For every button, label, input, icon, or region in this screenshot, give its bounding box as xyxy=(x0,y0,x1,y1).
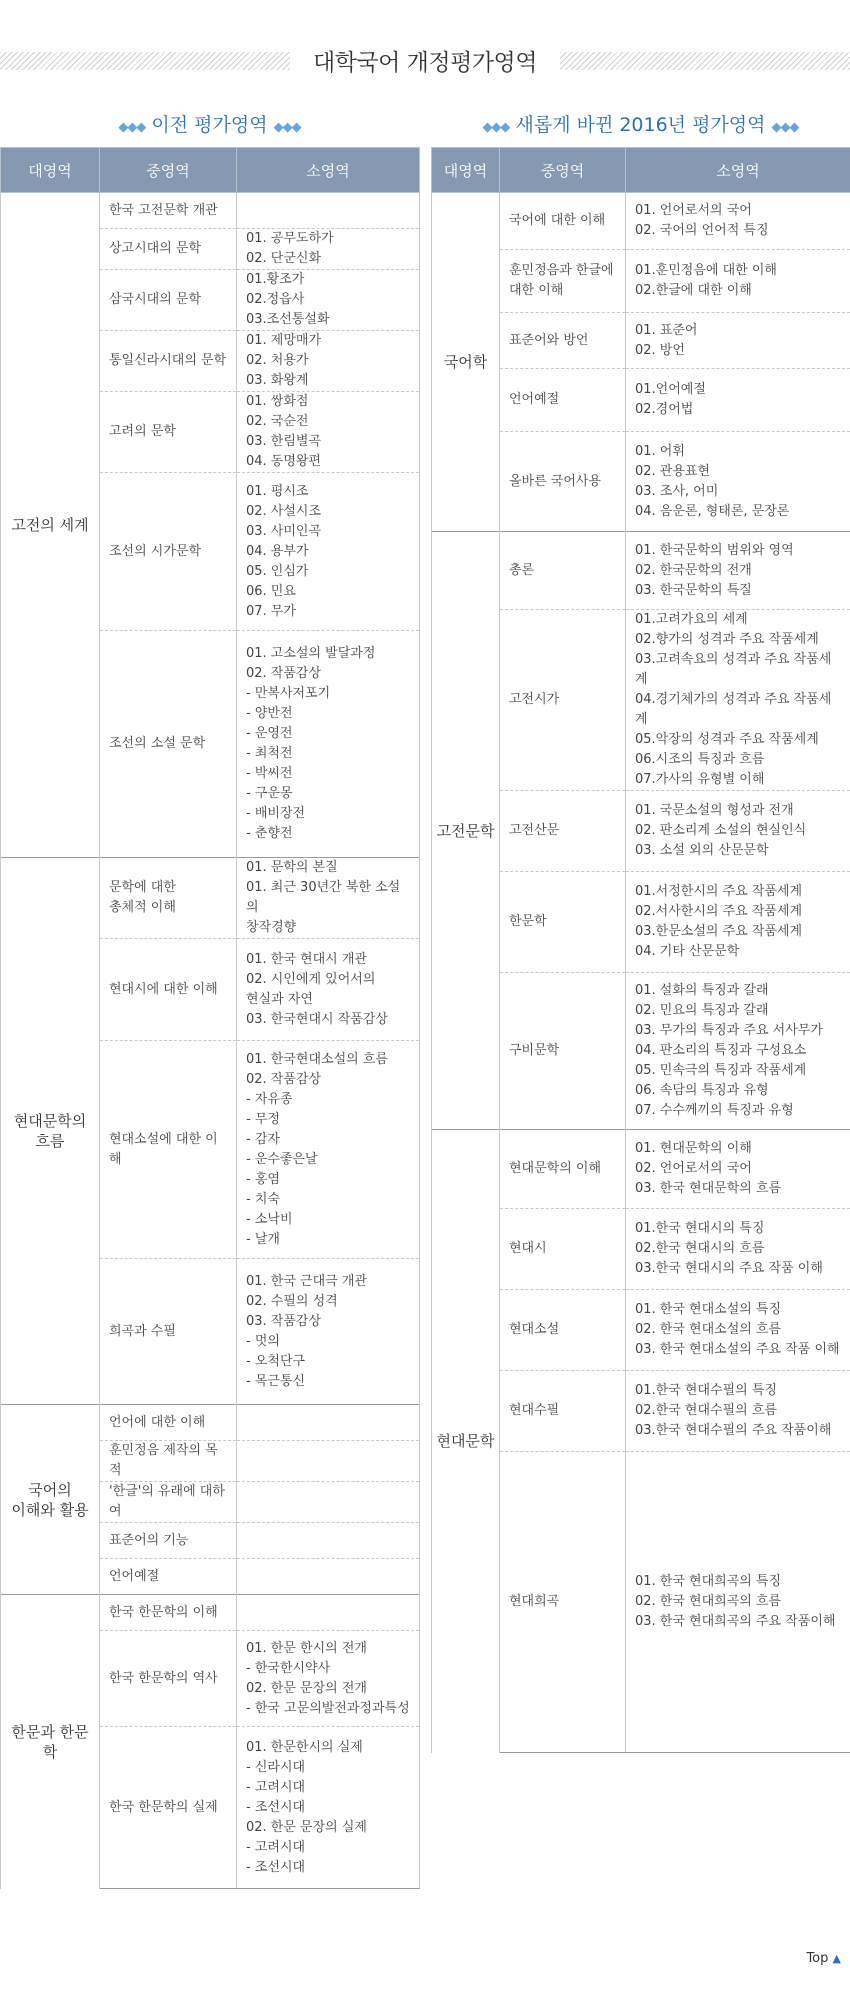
mid-area-cell: 총론 xyxy=(500,532,626,610)
sub-area-cell: 01. 평시조 02. 사설시조 03. 사미인곡 04. 용부가 05. 인심가 06. 민요 07. 무가 xyxy=(237,473,420,631)
table-header-row xyxy=(1,148,420,193)
mid-area-cell: 현대수필 xyxy=(500,1371,626,1452)
mid-area-cell: 올바른 국어사용 xyxy=(500,432,626,532)
mid-area-cell: 고전산문 xyxy=(500,791,626,872)
sub-area-cell xyxy=(237,1441,420,1482)
sub-area-cell: 01. 한국 현대시 개관 02. 시인에게 있어서의 현실과 자연 03. 한국현대시 작품감상 xyxy=(237,939,420,1041)
mid-area-cell: 고려의 문학 xyxy=(100,392,237,473)
sub-area-cell: 01. 고소설의 발달과정 02. 작품감상 - 만복사저포기 - 양반전 - 운영전 - 최척전 - 박씨전 - 구운몽 - 배비장전 - 춘향전 xyxy=(237,631,420,858)
mid-area-cell: 한국 고전문학 개관 xyxy=(100,193,237,229)
mid-area-cell: 언어에 대한 이해 xyxy=(100,1405,237,1441)
mid-area-cell: 구비문학 xyxy=(500,973,626,1130)
mid-area-cell: 현대문학의 이해 xyxy=(500,1130,626,1209)
major-area-cell: 고전문학 xyxy=(432,532,500,1130)
column-header: 소영역 xyxy=(626,148,850,193)
sub-area-cell: 01. 한국문학의 범위와 영역 02. 한국문학의 전개 03. 한국문학의 특질 xyxy=(626,532,850,610)
mid-area-cell: 국어에 대한 이해 xyxy=(500,193,626,250)
major-area-cell: 현대문학의 흐름 xyxy=(1,858,100,1405)
column-header: 소영역 xyxy=(237,148,420,193)
sub-area-cell: 01.황조가 02.정읍사 03.조선통설화 xyxy=(237,270,420,331)
mid-area-cell: 통일신라시대의 문학 xyxy=(100,331,237,392)
sub-area-cell: 01. 쌍화점 02. 국순전 03. 한림별곡 04. 동명왕편 xyxy=(237,392,420,473)
table-row xyxy=(1,1595,420,1631)
sub-area-cell: 01.한국 현대수필의 특징 02.한국 현대수필의 흐름 03.한국 현대수필의 주요 작품이해 xyxy=(626,1371,850,1452)
sub-area-cell: 01. 한국현대소설의 흐름 02. 작품감상 - 자유종 - 무정 - 감자 - 운수좋은날 - 홍염 - 치숙 - 소낙비 - 날개 xyxy=(237,1041,420,1259)
mid-area-cell: 희곡과 수필 xyxy=(100,1259,237,1405)
sub-area-cell: 01. 어휘 02. 관용표현 03. 조사, 어미 04. 음운론, 형태론, 문장론 xyxy=(626,432,850,532)
mid-area-cell: 삼국시대의 문학 xyxy=(100,270,237,331)
table-row xyxy=(1,193,420,229)
major-area-cell: 한문과 한문학 xyxy=(1,1595,100,1889)
column-header: 중영역 xyxy=(100,148,237,193)
column-header: 대영역 xyxy=(432,148,500,193)
mid-area-cell: 한문학 xyxy=(500,872,626,973)
mid-area-cell: 표준어와 방언 xyxy=(500,313,626,369)
diamond-icon-left: ◆◆◆ xyxy=(482,120,510,135)
sub-area-cell xyxy=(237,193,420,229)
right-section-heading xyxy=(431,110,850,137)
mid-area-cell: '한글'의 유래에 대하여 xyxy=(100,1482,237,1523)
table-row xyxy=(432,532,850,610)
mid-area-cell: 문학에 대한 총체적 이해 xyxy=(100,858,237,939)
sub-area-cell xyxy=(237,1405,420,1441)
major-area-cell: 국어학 xyxy=(432,193,500,532)
mid-area-cell: 언어예절 xyxy=(500,369,626,432)
table-row xyxy=(1,1405,420,1441)
diamond-icon-right: ◆◆◆ xyxy=(273,120,301,135)
column-header: 대영역 xyxy=(1,148,100,193)
mid-area-cell: 상고시대의 문학 xyxy=(100,229,237,270)
mid-area-cell: 고전시가 xyxy=(500,610,626,791)
sub-area-cell: 01. 국문소설의 형성과 전개 02. 판소리계 소설의 현실인식 03. 소설 외의 산문문학 xyxy=(626,791,850,872)
mid-area-cell: 조선의 소설 문학 xyxy=(100,631,237,858)
sub-area-cell: 01. 한국 현대소설의 특징 02. 한국 현대소설의 흐름 03. 한국 현대소설의 주요 작품 이해 xyxy=(626,1290,850,1371)
sub-area-cell: 01. 한국 근대극 개관 02. 수필의 성격 03. 작품감상 - 멋의 - 오척단구 - 목근통신 xyxy=(237,1259,420,1405)
sub-area-cell: 01.언어예절 02.경어법 xyxy=(626,369,850,432)
new-area-table xyxy=(431,147,850,1753)
major-area-cell: 고전의 세계 xyxy=(1,193,100,858)
major-area-cell: 현대문학 xyxy=(432,1130,500,1753)
sub-area-cell: 01. 제망매가 02. 처용가 03. 화왕계 xyxy=(237,331,420,392)
mid-area-cell: 한국 한문학의 역사 xyxy=(100,1631,237,1727)
up-arrow-icon[interactable]: ▲ xyxy=(832,1952,841,1965)
column-header: 중영역 xyxy=(500,148,626,193)
mid-area-cell: 훈민정음과 한글에 대한 이해 xyxy=(500,250,626,313)
table-row xyxy=(1,858,420,939)
mid-area-cell: 현대시 xyxy=(500,1209,626,1290)
top-link[interactable] xyxy=(806,1951,841,1966)
mid-area-cell: 한국 한문학의 이해 xyxy=(100,1595,237,1631)
top-link-label[interactable]: Top xyxy=(806,1951,829,1966)
sub-area-cell: 01.한국 현대시의 특징 02.한국 현대시의 흐름 03.한국 현대시의 주요 작품 이해 xyxy=(626,1209,850,1290)
sub-area-cell: 01.고려가요의 세계 02.향가의 성격과 주요 작품세계 03.고려속요의 성격과 주요 작품세계 04.경기체가의 성격과 주요 작품세계 05.악장의 성격과 주요 작품세계 06.시조의 특징과 흐름 07.가사의 유형별 이해 xyxy=(626,610,850,791)
sub-area-cell xyxy=(237,1482,420,1523)
sub-area-cell: 01. 현대문학의 이해 02. 언어로서의 국어 03. 한국 현대문학의 흐름 xyxy=(626,1130,850,1209)
mid-area-cell: 현대소설에 대한 이해 xyxy=(100,1041,237,1259)
sub-area-cell xyxy=(237,1523,420,1559)
sub-area-cell: 01. 한국 현대희곡의 특징 02. 한국 현대희곡의 흐름 03. 한국 현대희곡의 주요 작품이해 xyxy=(626,1452,850,1753)
page-title: 대학국어 개정평가영역 xyxy=(313,50,537,76)
mid-area-cell: 현대시에 대한 이해 xyxy=(100,939,237,1041)
diamond-icon-right: ◆◆◆ xyxy=(771,120,799,135)
sub-area-cell: 01. 한문 한시의 전개 - 한국한시약사 02. 한문 문장의 전개 - 한국 고문의발전과정과특성 xyxy=(237,1631,420,1727)
sub-area-cell: 01. 문학의 본질 01. 최근 30년간 북한 소설의 창작경향 xyxy=(237,858,420,939)
sub-area-cell: 01. 설화의 특징과 갈래 02. 민요의 특징과 갈래 03. 무가의 특징과 주요 서사무가 04. 판소리의 특징과 구성요소 05. 민속극의 특징과 작품세계 06. 속담의 특징과 유형 07. 수수께끼의 특징과 유형 xyxy=(626,973,850,1130)
sub-area-cell xyxy=(237,1595,420,1631)
sub-area-cell xyxy=(237,1559,420,1595)
sub-area-cell: 01.서정한시의 주요 작품세계 02.서사한시의 주요 작품세계 03.한문소설의 주요 작품세계 04. 기타 산문문학 xyxy=(626,872,850,973)
mid-area-cell: 한국 한문학의 실제 xyxy=(100,1727,237,1889)
sub-area-cell: 01. 한문한시의 실제 - 신라시대 - 고려시대 - 조선시대 02. 한문 문장의 실제 - 고려시대 - 조선시대 xyxy=(237,1727,420,1889)
sub-area-cell: 01.훈민정음에 대한 이해 02.한글에 대한 이해 xyxy=(626,250,850,313)
diamond-icon-left: ◆◆◆ xyxy=(118,120,146,135)
left-heading-text: 이전 평가영역 xyxy=(151,114,268,136)
left-section-heading xyxy=(0,110,419,137)
right-heading-text: 새롭게 바뀐 2016년 평가영역 xyxy=(515,114,766,136)
table-row xyxy=(432,193,850,250)
sub-area-cell: 01. 언어로서의 국어 02. 국어의 언어적 특징 xyxy=(626,193,850,250)
mid-area-cell: 훈민정음 제작의 목적 xyxy=(100,1441,237,1482)
major-area-cell: 국어의 이해와 활용 xyxy=(1,1405,100,1595)
mid-area-cell: 현대소설 xyxy=(500,1290,626,1371)
sub-area-cell: 01. 공무도하가 02. 단군신화 xyxy=(237,229,420,270)
table-row xyxy=(432,1130,850,1209)
table-header-row xyxy=(432,148,850,193)
previous-area-table xyxy=(0,147,420,1889)
sub-area-cell: 01. 표준어 02. 방언 xyxy=(626,313,850,369)
mid-area-cell: 언어예절 xyxy=(100,1559,237,1595)
mid-area-cell: 표준어의 기능 xyxy=(100,1523,237,1559)
mid-area-cell: 조선의 시가문학 xyxy=(100,473,237,631)
mid-area-cell: 현대희곡 xyxy=(500,1452,626,1753)
